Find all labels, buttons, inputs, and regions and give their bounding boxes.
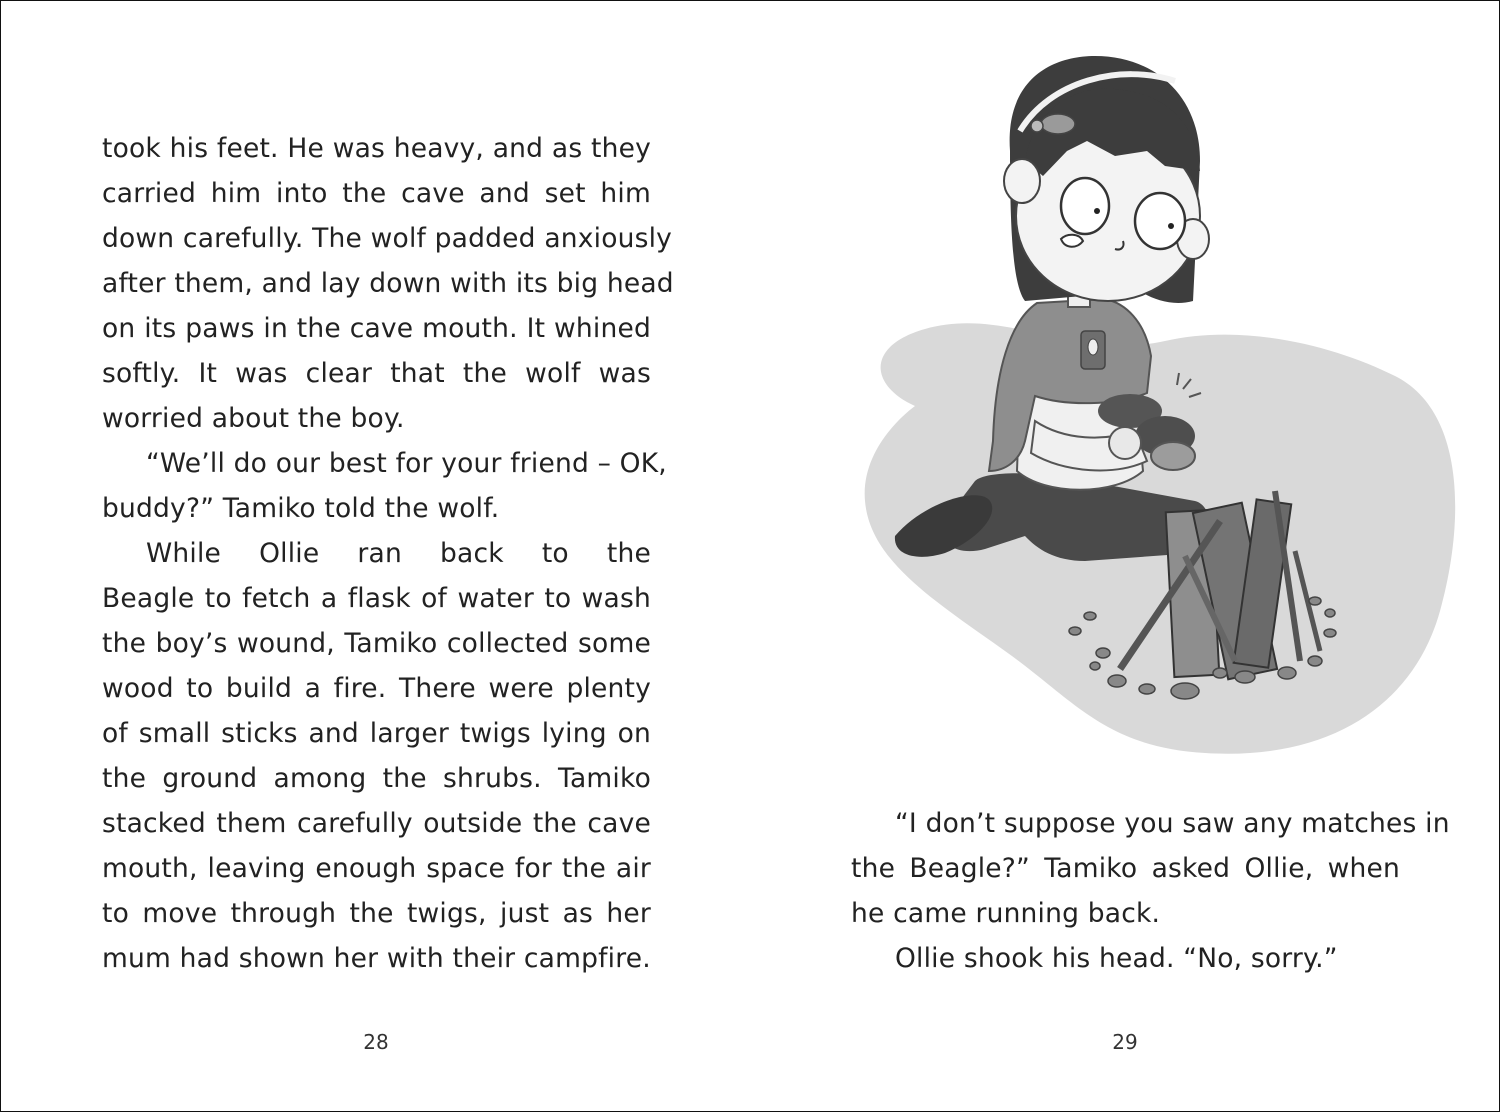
text-line: he came running back. — [851, 898, 1161, 929]
text-line: the ground among the shrubs. Tamiko — [102, 763, 651, 794]
text-line: on its paws in the cave mouth. It whined — [102, 313, 651, 344]
page-number: 29 — [1112, 1030, 1138, 1054]
girl-mouth — [1061, 235, 1083, 247]
text-line: Ollie shook his head. “No, sorry.” — [895, 943, 1338, 974]
mitten-left — [1109, 427, 1141, 459]
girl-eye-left — [1061, 178, 1109, 234]
text-line: the Beagle?” Tamiko asked Ollie, when — [851, 853, 1400, 884]
text-line: the boy’s wound, Tamiko collected some — [102, 628, 651, 659]
text-line: While Ollie ran back to the — [146, 538, 651, 569]
left-page — [1, 1, 750, 1111]
text-line: took his feet. He was heavy, and as they — [102, 133, 651, 164]
text-line: carried him into the cave and set him — [102, 178, 651, 209]
text-line: mouth, leaving enough space for the air — [102, 853, 651, 884]
text-line: buddy?” Tamiko told the wolf. — [102, 493, 500, 524]
turtle-clip — [1041, 114, 1075, 134]
text-line: Beagle to fetch a flask of water to wash — [102, 583, 651, 614]
girl-eye-right — [1135, 193, 1185, 249]
text-line: worried about the boy. — [102, 403, 405, 434]
text-line: wood to build a fire. There were plenty — [102, 673, 651, 704]
right-page — [750, 1, 1499, 1111]
mitten-right — [1151, 442, 1195, 470]
text-line: softly. It was clear that the wolf was — [102, 358, 651, 389]
text-line: stacked them carefully outside the cave — [102, 808, 651, 839]
text-line: after them, and lay down with its big head — [102, 268, 674, 299]
text-line: “We’ll do our best for your friend – OK, — [146, 448, 667, 479]
right-page-text — [851, 801, 1450, 981]
left-page-text — [102, 126, 674, 981]
pocket-emblem — [1088, 339, 1098, 355]
text-line: to move through the twigs, just as her — [102, 898, 651, 929]
text-line: mum had shown her with their campfire. — [102, 943, 651, 974]
page-number: 28 — [363, 1030, 389, 1054]
girl-ear-left — [1004, 159, 1040, 203]
text-line: of small sticks and larger twigs lying on — [102, 718, 651, 749]
girl-kneeling-by-campfire-illustration — [775, 1, 1475, 771]
text-line: “I don’t suppose you saw any matches in — [895, 808, 1450, 839]
text-line: down carefully. The wolf padded anxiously — [102, 223, 673, 254]
